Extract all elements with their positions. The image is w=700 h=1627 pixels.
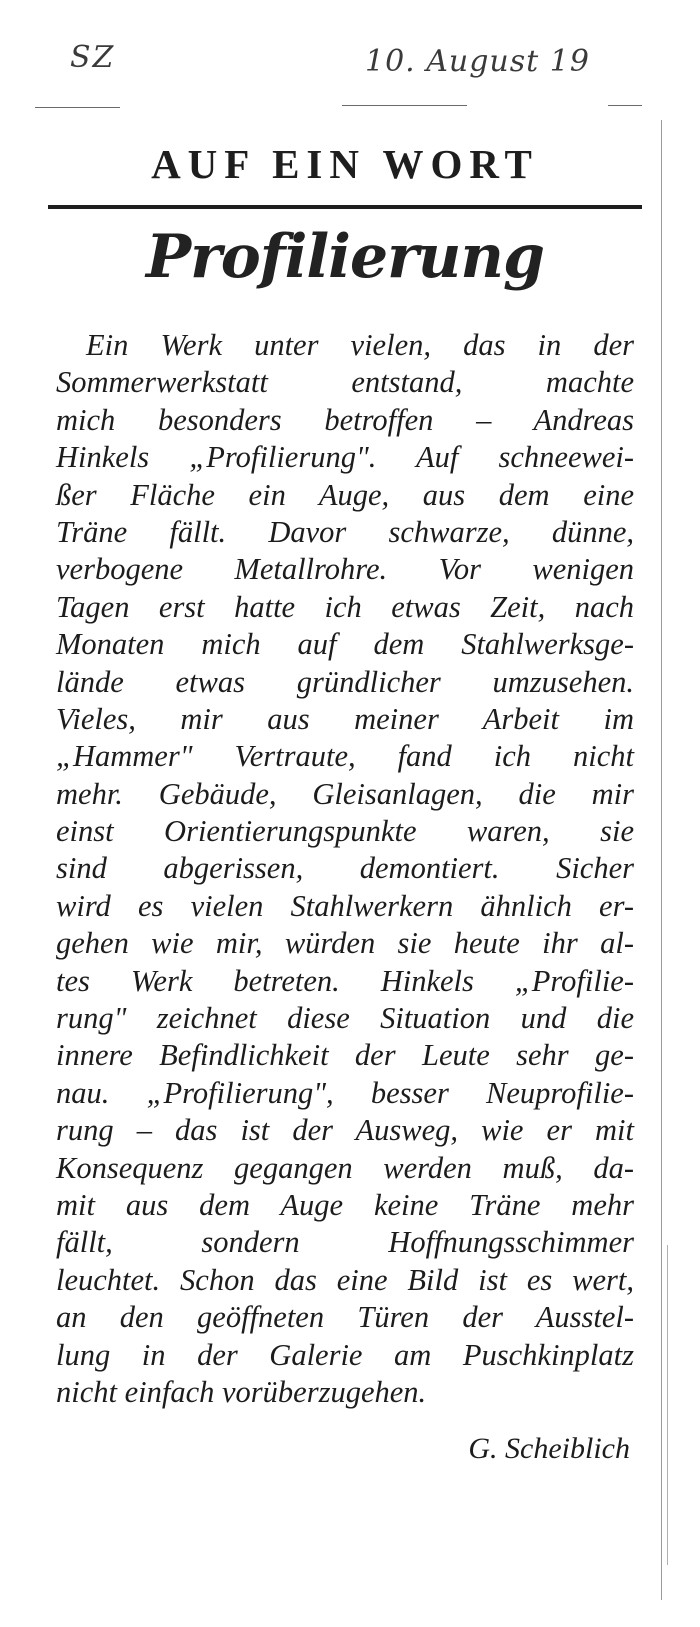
body-line: innere Befindlichkeit der Leute sehr ge- [56,1038,634,1073]
body-line: Ein Werk unter vielen, das in der [86,328,634,362]
article-author: G. Scheiblich [468,1432,630,1465]
body-line: nau. „Profilierung", besser Neuprofilie- [56,1075,634,1110]
column-edge-line [667,1245,668,1565]
body-line: rung" zeichnet diese Situation und die [56,1001,634,1036]
article-headline: Profilierung [146,222,544,292]
clipping-edge-rule [35,107,120,108]
body-line: wird es vielen Stahlwerkern ähnlich er- [56,888,634,923]
body-line: Träne fällt. Davor schwarze, dünne, [56,514,634,549]
body-line: Hinkels „Profilierung". Auf schneewei- [56,440,634,475]
body-line: fällt, sondern Hoffnungsschimmer [56,1225,634,1260]
body-line: Monaten mich auf dem Stahlwerksge- [56,627,634,662]
body-line: mit aus dem Auge keine Träne mehr [56,1187,634,1222]
body-line: lung in der Galerie am Puschkinplatz [56,1337,634,1372]
body-line: gehen wie mir, würden sie heute ihr al- [56,926,634,961]
body-line: ßer Fläche ein Auge, aus dem eine [56,477,634,512]
body-line: „Hammer" Vertraute, fand ich nicht [56,739,634,774]
handwritten-date-note: 10. August 19 [365,44,590,79]
handwritten-source-note: SZ [70,40,116,75]
body-line: nicht einfach vorüberzugehen. [56,1374,427,1409]
body-line: leuchtet. Schon das eine Bild ist es wert, [56,1262,634,1297]
column-edge-line [661,120,662,1600]
clipping-edge-rule [342,105,467,106]
body-line: tes Werk betreten. Hinkels „Profilie- [56,963,634,998]
column-kicker: AUF EIN WORT [151,141,539,187]
body-line: Konsequenz gegangen werden muß, da- [56,1150,634,1185]
body-line: einst Orientierungspunkte waren, sie [56,814,634,849]
article-body [56,327,634,1411]
kicker-divider [48,205,642,209]
body-line: sind abgerissen, demontiert. Sicher [56,851,634,886]
body-line: verbogene Metallrohre. Vor wenigen [56,552,634,587]
body-line: Sommerwerkstatt entstand, machte [56,365,634,400]
body-line: an den geöffneten Türen der Ausstel- [56,1300,634,1335]
clipping-edge-rule [608,105,642,106]
body-line: lände etwas gründlicher umzusehen. [56,664,634,699]
body-line: Tagen erst hatte ich etwas Zeit, nach [56,589,634,624]
body-line: rung – das ist der Ausweg, wie er mit [56,1113,634,1148]
body-line: Vieles, mir aus meiner Arbeit im [56,701,634,736]
body-line: mich besonders betroffen – Andreas [56,402,634,437]
body-line: mehr. Gebäude, Gleisanlagen, die mir [56,776,634,811]
